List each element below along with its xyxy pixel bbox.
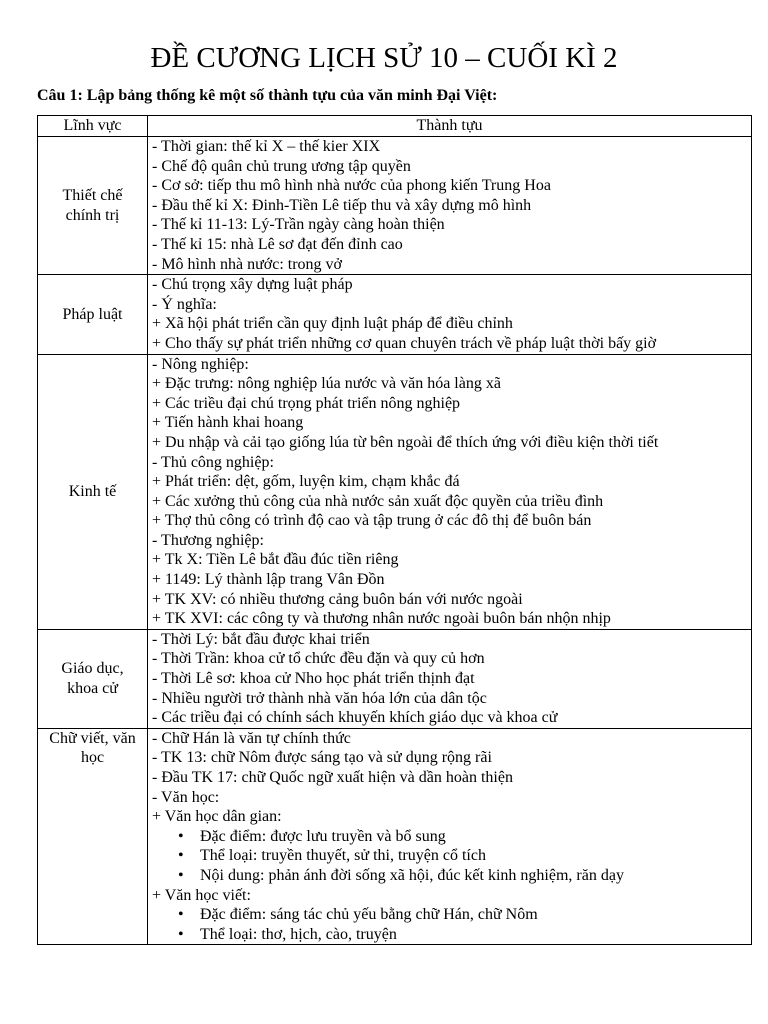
content-line: + Du nhập và cải tạo giống lúa từ bên ngoài để thích ứng với điều kiện thời tiết — [152, 433, 659, 451]
field-cell: Chữ viết, văn học — [38, 728, 148, 945]
achievements-cell — [148, 629, 752, 728]
content-line: - Thời Lý: bắt đầu được khai triển — [152, 630, 370, 648]
content-line: - Nhiều người trở thành nhà văn hóa lớn của dân tộc — [152, 689, 487, 707]
content-line: + Văn học viết: — [152, 886, 251, 904]
content-line: - Chú trọng xây dựng luật pháp — [152, 276, 353, 294]
content-line: + Thợ thủ công có trình độ cao và tập trung ở các đô thị để buôn bán — [152, 512, 592, 530]
table-row — [38, 275, 752, 354]
content-line: - Thương nghiệp: — [152, 531, 264, 549]
achievements-cell — [148, 354, 752, 629]
table-row — [38, 629, 752, 728]
bullet-item: • Đặc điểm: được lưu truyền và bổ sung — [152, 827, 747, 847]
content-line: - Thời Lê sơ: khoa cử Nho học phát triển thịnh đạt — [152, 670, 475, 688]
content-line: - Ý nghĩa: — [152, 295, 217, 313]
content-line: + Cho thấy sự phát triển những cơ quan chuyên trách về pháp luật thời bấy giờ — [152, 334, 657, 352]
field-cell: Thiết chế chính trị — [38, 137, 148, 275]
content-line: - Thời Trần: khoa cử tổ chức đều đặn và quy củ hơn — [152, 650, 485, 668]
achievements-cell — [148, 728, 752, 945]
achievements-cell — [148, 137, 752, 275]
question-heading: Câu 1: Lập bảng thống kê một số thành tựu của văn minh Đại Việt: — [37, 87, 498, 104]
table-row — [38, 354, 752, 629]
content-line: - Cơ sở: tiếp thu mô hình nhà nước của phong kiến Trung Hoa — [152, 177, 551, 195]
field-cell: Pháp luật — [38, 275, 148, 354]
content-line: - Đầu TK 17: chữ Quốc ngữ xuất hiện và dần hoàn thiện — [152, 769, 513, 786]
table-row — [38, 728, 752, 945]
achievements-cell — [148, 275, 752, 354]
content-line: + Tk X: Tiền Lê bắt đầu đúc tiền riêng — [152, 551, 399, 569]
bullet-item: • Đặc điểm: sáng tác chủ yếu bằng chữ Hán, chữ Nôm — [152, 905, 747, 925]
content-line: - Thủ công nghiệp: — [152, 453, 274, 471]
bullet-item: • Thể loại: truyền thuyết, sử thi, truyện cổ tích — [152, 846, 747, 866]
content-line: + TK XV: có nhiều thương cảng buôn bán với nước ngoài — [152, 590, 523, 608]
achievements-table — [37, 115, 752, 945]
field-cell: Kinh tế — [38, 354, 148, 629]
content-line: - Chế độ quân chủ trung ương tập quyền — [152, 157, 411, 175]
content-line: - Nông nghiệp: — [152, 355, 249, 373]
content-line: + Phát triển: dệt, gốm, luyện kim, chạm khắc đá — [152, 473, 460, 491]
content-line: - Các triều đại có chính sách khuyến khích giáo dục và khoa cử — [152, 709, 558, 727]
content-line: - Thế kỉ 15: nhà Lê sơ đạt đến đỉnh cao — [152, 235, 403, 253]
header-achievements: Thành tựu — [148, 116, 752, 137]
content-line: - Mô hình nhà nước: trong vở — [152, 255, 343, 273]
bullet-item: • Nội dung: phản ánh đời sống xã hội, đúc kết kinh nghiệm, răn dạy — [152, 866, 747, 886]
content-line: + Tiến hành khai hoang — [152, 414, 304, 432]
content-line: + Xã hội phát triển cần quy định luật pháp để điều chỉnh — [152, 315, 513, 333]
content-line: + 1149: Lý thành lập trang Vân Đồn — [152, 571, 385, 589]
content-line: - Văn học: — [152, 788, 220, 806]
content-line: - Thời gian: thế kỉ X – thế kier XIX — [152, 138, 381, 155]
content-line: + Đặc trưng: nông nghiệp lúa nước và văn hóa làng xã — [152, 375, 501, 393]
content-line: - Đầu thế kỉ X: Đinh-Tiền Lê tiếp thu và xây dựng mô hình — [152, 196, 532, 214]
content-line: - Thế kỉ 11-13: Lý-Trần ngày càng hoàn thiện — [152, 216, 445, 234]
content-line: + Các xưởng thủ công của nhà nước sản xuất độc quyền của triều đình — [152, 492, 604, 510]
content-line: + TK XVI: các công ty và thương nhân nước ngoài buôn bán nhộn nhịp — [152, 610, 611, 628]
field-cell: Giáo dục, khoa cử — [38, 629, 148, 728]
table-body — [38, 137, 752, 945]
table-header-row — [38, 116, 752, 137]
content-line: - Chữ Hán là văn tự chính thức — [152, 729, 351, 747]
content-line: + Các triều đại chú trọng phát triển nông nghiệp — [152, 394, 461, 412]
bullet-item: • Thể loại: thơ, hịch, cào, truyện — [152, 925, 747, 945]
table-row — [38, 137, 752, 275]
content-line: - TK 13: chữ Nôm được sáng tạo và sử dụng rộng rãi — [152, 749, 492, 767]
content-line: + Văn học dân gian: — [152, 808, 282, 826]
document-title: ĐỀ CƯƠNG LỊCH SỬ 10 – CUỐI KÌ 2 — [150, 42, 618, 74]
header-field: Lĩnh vực — [38, 116, 148, 137]
